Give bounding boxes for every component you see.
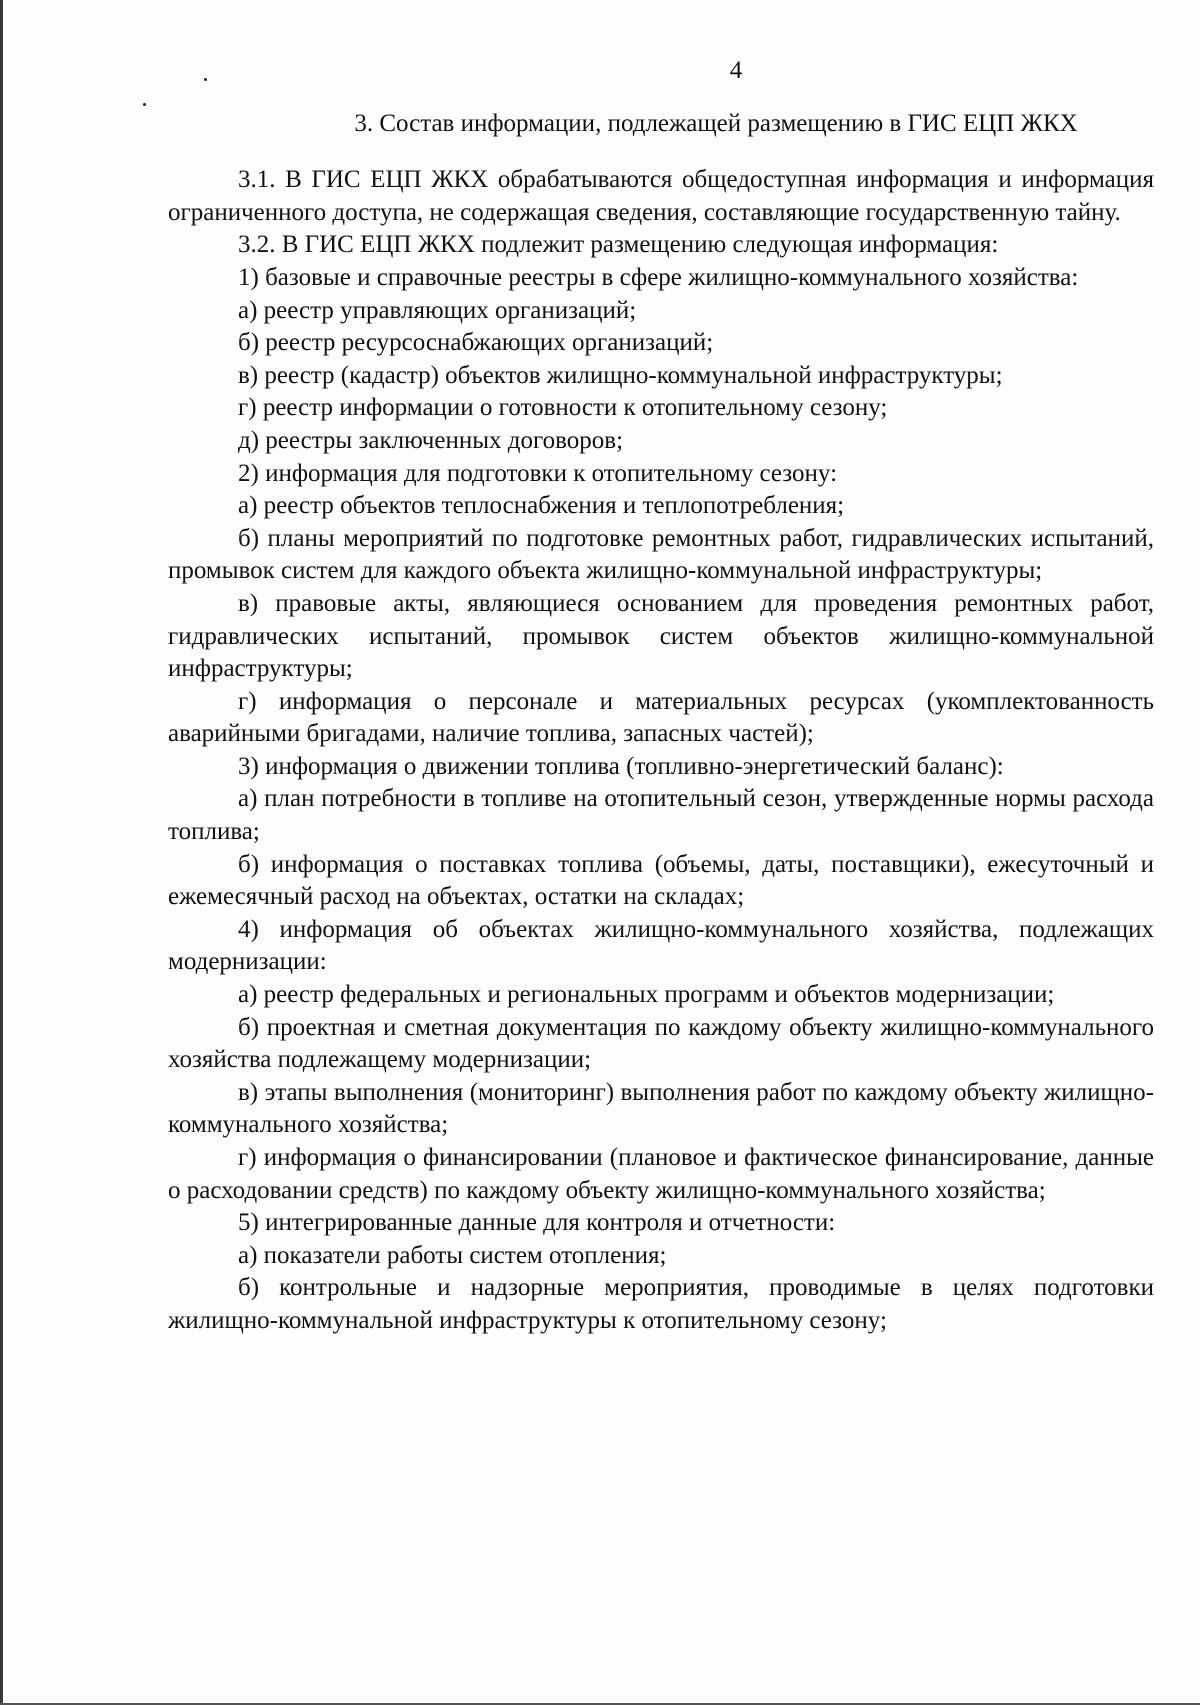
paragraph: 3.2. В ГИС ЕЦП ЖКХ подлежит размещению следующая информация: xyxy=(238,231,999,259)
paragraph: д) реестры заключенных договоров; xyxy=(238,426,624,454)
paragraph: 1) базовые и справочные реестры в сфере жилищно-коммунального хозяйства: xyxy=(238,263,1079,291)
paragraph: 4) информация об объектах жилищно-коммунального хозяйства, подлежащих модернизации: xyxy=(168,915,1154,976)
paragraph: б) проектная и сметная документация по каждому объекту жилищно-коммунального хозяйства подлежащему модернизации; xyxy=(168,1013,1154,1074)
paragraph: 3) информация о движении топлива (топливно-энергетический баланс): xyxy=(238,752,1004,780)
paragraph: б) информация о поставках топлива (объемы, даты, поставщики), ежесуточный и ежемесячный расход на объектах, остатки на складах; xyxy=(168,850,1154,911)
paragraph: 2) информация для подготовки к отопительному сезону: xyxy=(238,459,838,487)
paragraph: б) контрольные и надзорные мероприятия, проводимые в целях подготовки жилищно-коммунальной инфраструктуры к отопительному сезону; xyxy=(168,1274,1154,1334)
paragraph: 5) интегрированные данные для контроля и отчетности: xyxy=(238,1209,836,1237)
scan-left-edge xyxy=(0,0,3,1705)
page-number: 4 xyxy=(729,57,743,84)
paragraph: г) информация о финансировании (плановое и фактическое финансирование, данные о расходовании средств) по каждому объекту жилищно-коммунального хозяйства; xyxy=(168,1144,1154,1204)
paragraph: а) реестр федеральных и региональных программ и объектов модернизации; xyxy=(238,981,1055,1009)
paragraph: в) этапы выполнения (мониторинг) выполнения работ по каждому объекту жилищно-коммунального хозяйства; xyxy=(168,1078,1154,1139)
paragraph: а) план потребности в топливе на отопительный сезон, утвержденные нормы расхода топлива; xyxy=(168,785,1154,846)
paragraph: б) реестр ресурсоснабжающих организаций; xyxy=(238,329,714,357)
paragraph: 3.1. В ГИС ЕЦП ЖКХ обрабатываются общедоступная информация и информация ограниченного доступа, не содержащая сведения, составляющие государственную тайну. xyxy=(168,166,1154,226)
paragraph: б) планы мероприятий по подготовке ремонтных работ, гидравлических испытаний, промывок систем для каждого объекта жилищно-коммунальной инфраструктуры; xyxy=(168,524,1154,585)
paragraph: в) реестр (кадастр) объектов жилищно-коммунальной инфраструктуры; xyxy=(238,361,1003,389)
paragraph: а) реестр управляющих организаций; xyxy=(238,296,637,324)
document-body xyxy=(168,55,1154,1338)
paragraph: г) информация о персонале и материальных ресурсах (укомплектованность аварийными бригадами, наличие топлива, запасных частей); xyxy=(168,687,1154,748)
section-title: 3. Состав информации, подлежащей размещению в ГИС ЕЦП ЖКХ xyxy=(354,109,1078,137)
paragraph: а) показатели работы систем отопления; xyxy=(238,1241,667,1269)
paragraph: в) правовые акты, являющиеся основанием для проведения ремонтных работ, гидравлических испытаний, промывок систем объектов жилищно-коммунальной инфраструктуры; xyxy=(168,589,1154,683)
paragraph: г) реестр информации о готовности к отопительному сезону; xyxy=(238,394,888,422)
scan-speck xyxy=(143,103,146,106)
paragraph: а) реестр объектов теплоснабжения и теплопотребления; xyxy=(238,492,845,520)
